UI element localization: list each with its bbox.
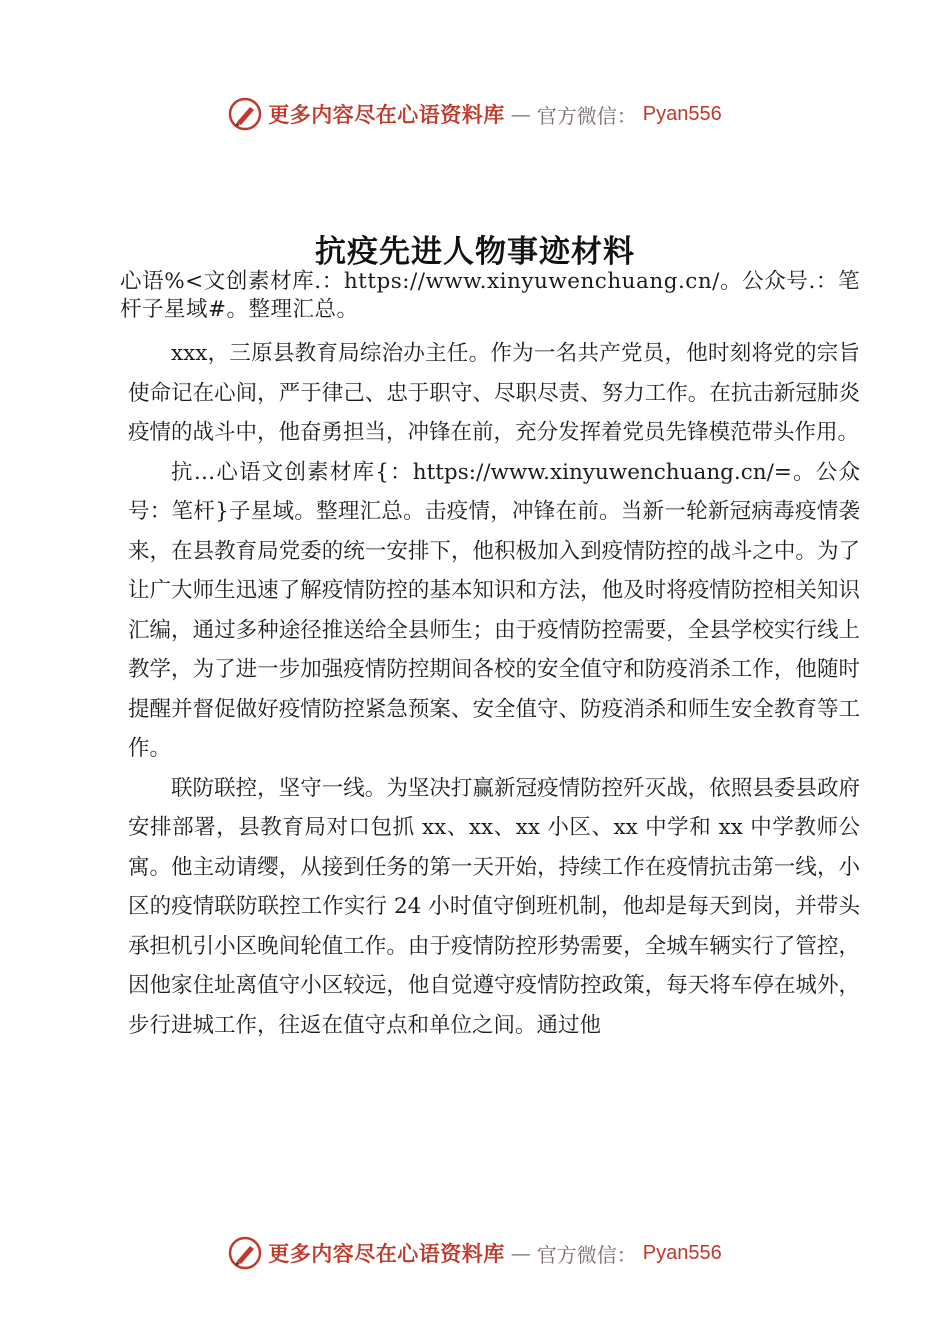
watermark-official: 官方微信： [536,103,637,128]
paragraph-joint-control: 联防联控，坚守一线。为坚决打赢新冠疫情防控歼灭战，依照县委县政府安排部署，县教育局对口包抓 xx、xx、xx 小区、xx 中学和 xx 中学教师公寓。他主动请缨，从接到任务的第一天开始，持续工作在疫情抗击第一线，小区的疫情联防联控工作实行 24 小时值守倒班机制，他却是每天到岗，并带头承担机引小区晚间轮值工作。由于疫情防控形势需要，全城车辆实行了管控， 因他家住址离值守小区较远，他自觉遵守疫情防控政策，每天将车停在城外，步行进城工作，往返在值守点和单位之间。通过他 [128,775,860,1038]
pen-logo-icon [228,1236,262,1270]
pen-logo-icon [228,97,262,131]
watermark-banner-bottom [0,1233,950,1273]
document-title: 抗疫先进人物事迹材料 [315,234,635,270]
paragraph-fight-epidemic: 抗…心语文创素材库{：https://www.xinyuwenchuang.cn/=。公众号：笔杆}子星域。整理汇总。击疫情，冲锋在前。当新一轮新冠病毒疫情袭来，在县教育局党委的统一安排下，他积极加入到疫情防控的战斗之中。为了让广大师生迅速了解疫情防控的基本知识和方法，他及时将疫情防控相关知识汇编，通过多种途径推送给全县师生；由于疫情防控需要，全县学校实行线上教学，为了进一步加强疫情防控期间各校的安全值守和防疫消杀工作，他随时提醒并督促做好疫情防控紧急预案、安全值守、防疫消杀和师生安全教育等工作。 [128,459,860,761]
watermark-wechat: Pyan556 [642,1241,722,1264]
watermark-lead: 更多内容尽在心语资料库 [268,1241,505,1266]
document-body [120,268,860,1045]
watermark-dash: — [510,102,531,126]
source-line: 心语%<文创素材库.：https://www.xinyuwenchuang.cn/。公众号.：笔杆子星域#。整理汇总。 [120,269,860,322]
watermark-banner-top [0,94,950,134]
watermark-lead: 更多内容尽在心语资料库 [268,102,505,127]
watermark-dash: — [510,1241,531,1265]
watermark-wechat: Pyan556 [642,102,722,125]
watermark-official: 官方微信： [536,1242,637,1267]
paragraph-intro: xxx，三原县教育局综治办主任。作为一名共产党员，他时刻将党的宗旨使命记在心间，严于律己、忠于职守、尽职尽责、努力工作。在抗击新冠肺炎疫情的战斗中，他奋勇担当，冲锋在前，充分发挥着党员先锋模范带头作用。 [128,341,860,445]
